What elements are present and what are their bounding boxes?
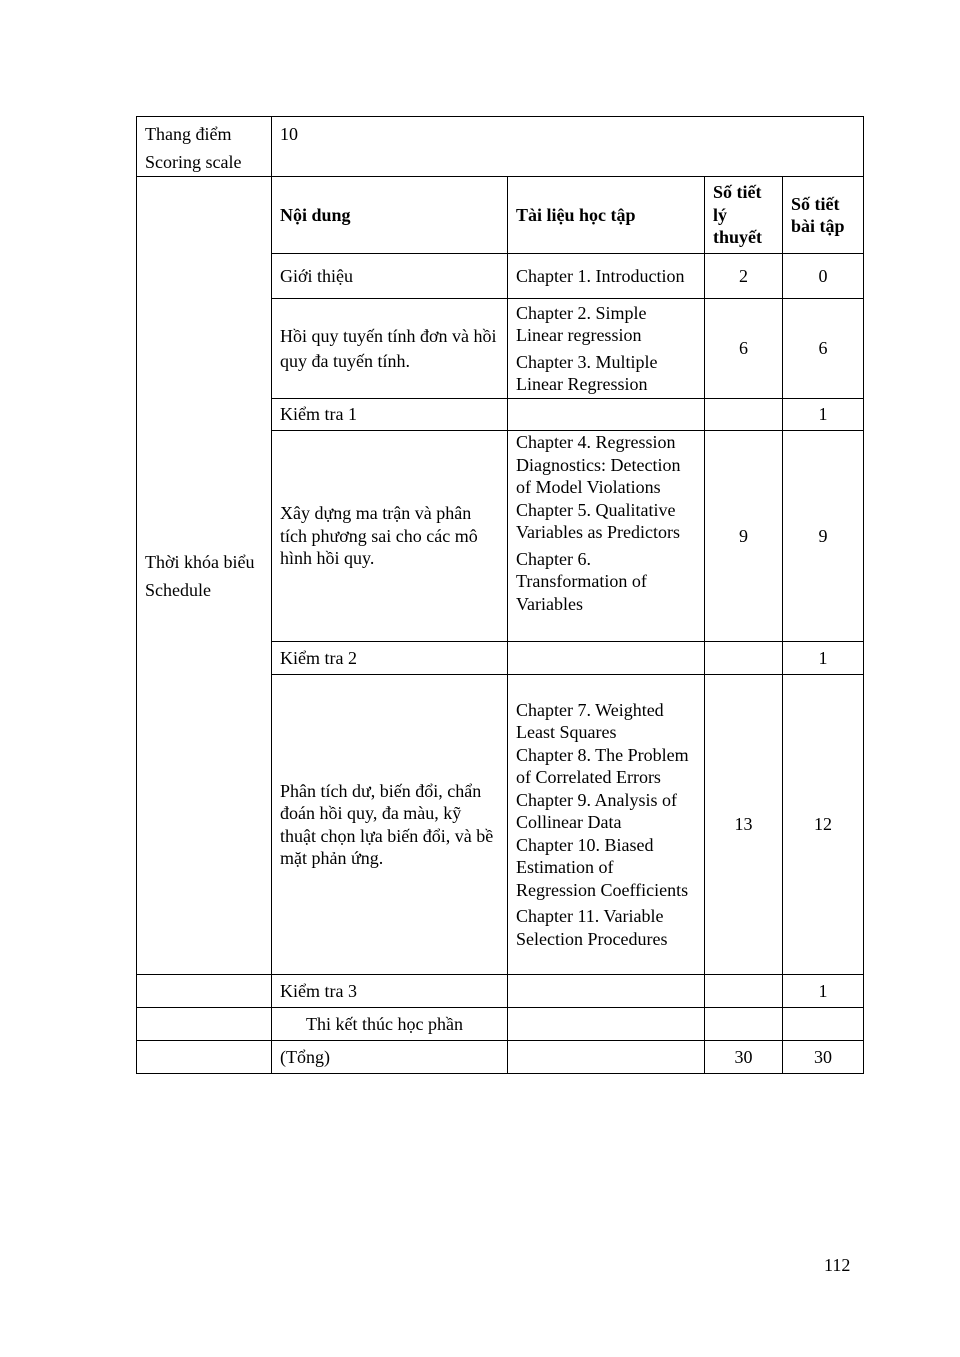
chapter-ref: Chapter 2. Simple Linear regression — [516, 302, 647, 345]
row-theory — [705, 642, 783, 675]
schedule-label-en: Schedule — [145, 579, 211, 600]
row-content: Kiểm tra 3 — [272, 975, 508, 1008]
header-content: Nội dung — [272, 177, 508, 254]
row-theory: 2 — [705, 254, 783, 299]
row-exercise: 1 — [783, 642, 864, 675]
row-content: Giới thiệu — [272, 254, 508, 299]
row-content: (Tổng) — [272, 1041, 508, 1074]
page-number: 112 — [824, 1255, 851, 1275]
row-theory: 13 — [705, 675, 783, 975]
table-row — [137, 1008, 864, 1041]
chapter-ref: Chapter 6. Transformation of Variables — [516, 548, 647, 614]
row-materials — [508, 675, 705, 975]
schedule-label — [137, 177, 272, 975]
scoring-label — [137, 117, 272, 177]
row-exercise: 1 — [783, 975, 864, 1008]
schedule-label-vi: Thời khóa biểu — [145, 551, 255, 572]
row-content: Kiểm tra 1 — [272, 399, 508, 431]
row-exercise: 30 — [783, 1041, 864, 1074]
row-exercise: 1 — [783, 399, 864, 431]
row-exercise: 9 — [783, 431, 864, 642]
row-label-empty — [137, 1008, 272, 1041]
row-content: Hồi quy tuyến tính đơn và hồi quy đa tuyến tính. — [272, 299, 508, 399]
header-materials: Tài liệu học tập — [508, 177, 705, 254]
row-theory: 30 — [705, 1041, 783, 1074]
row-theory — [705, 1008, 783, 1041]
row-materials — [508, 642, 705, 675]
chapter-ref: Chapter 4. Regression Diagnostics: Detection of Model Violations Chapter 5. Qualitative Variables as Predictors — [516, 432, 681, 542]
row-materials — [508, 254, 705, 299]
row-materials — [508, 1041, 705, 1074]
scoring-label-en: Scoring scale — [145, 152, 242, 172]
row-materials — [508, 1008, 705, 1041]
syllabus-table — [136, 116, 864, 1074]
row-materials — [508, 399, 705, 431]
header-theory: Số tiết lý thuyết — [705, 177, 783, 254]
row-exercise: 12 — [783, 675, 864, 975]
row-theory: 6 — [705, 299, 783, 399]
header-row — [137, 177, 864, 254]
chapter-ref: Chapter 3. Multiple Linear Regression — [516, 351, 658, 394]
chapter-ref: Chapter 1. Introduction — [516, 265, 685, 286]
row-materials — [508, 975, 705, 1008]
row-content: Thi kết thúc học phần — [272, 1008, 508, 1041]
row-exercise: 0 — [783, 254, 864, 299]
row-theory — [705, 399, 783, 431]
row-materials — [508, 431, 705, 642]
row-materials — [508, 299, 705, 399]
scoring-label-vi: Thang điểm — [145, 124, 232, 144]
row-content: Kiểm tra 2 — [272, 642, 508, 675]
row-content: Xây dựng ma trận và phân tích phương sai cho các mô hình hồi quy. — [272, 431, 508, 642]
row-content: Phân tích dư, biến đổi, chẩn đoán hồi quy, đa màu, kỹ thuật chọn lựa biến đổi, và bề mặt phản ứng. — [272, 675, 508, 975]
scoring-value: 10 — [272, 117, 864, 177]
row-exercise — [783, 1008, 864, 1041]
row-theory — [705, 975, 783, 1008]
row-theory: 9 — [705, 431, 783, 642]
row-exercise: 6 — [783, 299, 864, 399]
row-label-empty — [137, 975, 272, 1008]
header-exercise: Số tiết bài tập — [783, 177, 864, 254]
scoring-row — [137, 117, 864, 177]
chapter-ref: Chapter 7. Weighted Least Squares Chapter 8. The Problem of Correlated Errors Chapter 9. Analysis of Collinear Data Chapter 10. Biased Estimation of Regression Coefficients — [516, 699, 689, 900]
total-row — [137, 1041, 864, 1074]
table-row — [137, 975, 864, 1008]
chapter-ref: Chapter 11. Variable Selection Procedures — [516, 906, 668, 949]
row-label-empty — [137, 1041, 272, 1074]
